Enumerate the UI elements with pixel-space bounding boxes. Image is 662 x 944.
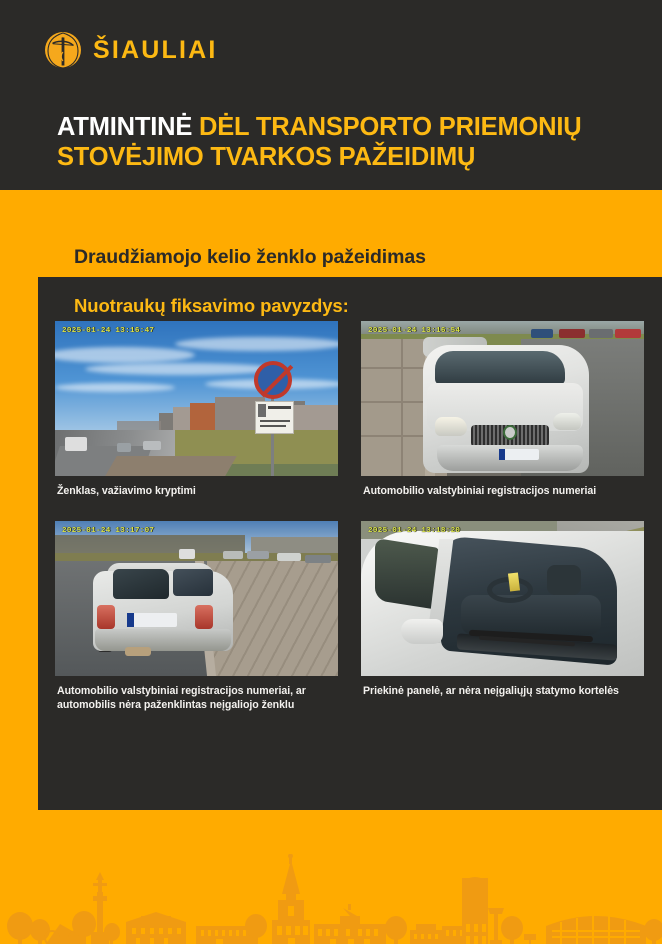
- side-window: [375, 538, 439, 610]
- photo-timestamp: 2025-01-24 13:17:07: [62, 526, 155, 535]
- photo-cell-4: [361, 521, 644, 713]
- background-vehicle: [589, 329, 613, 338]
- license-plate: [499, 449, 539, 460]
- brand-name: ŠIAULIAI: [93, 35, 218, 64]
- header-band: [0, 0, 662, 190]
- background-vehicle: [531, 329, 553, 338]
- rear-window: [113, 569, 169, 599]
- license-plate: [127, 613, 177, 627]
- photo-road-sign[interactable]: [55, 321, 338, 476]
- vehicle: [117, 443, 131, 452]
- photo-car-rear-plate[interactable]: [55, 521, 338, 676]
- photo-dashboard-check[interactable]: [361, 521, 644, 676]
- page-title: [57, 113, 642, 173]
- siauliai-logo-icon: [44, 30, 82, 70]
- photo-caption: Priekinė panelė, ar nėra neįgaliųjų statymo kortelės: [363, 684, 619, 697]
- seat: [547, 565, 581, 595]
- examples-card: [38, 277, 662, 810]
- cloud: [85, 363, 275, 375]
- parking-card: [508, 572, 520, 591]
- page-title-line2: STOVĖJIMO TVARKOS PAŽEIDIMŲ: [57, 142, 476, 171]
- vehicle: [65, 437, 87, 451]
- background-vehicle: [179, 549, 195, 559]
- section-heading: Draudžiamojo kelio ženklo pažeidimas: [74, 246, 426, 268]
- background-vehicle: [305, 555, 331, 563]
- photo-timestamp: 2025-01-24 13:16:54: [368, 327, 461, 335]
- examples-card-title: Nuotraukų fiksavimo pavyzdys:: [74, 295, 349, 316]
- car-badge-icon: [503, 425, 517, 440]
- photo-cell-1: [55, 321, 338, 499]
- side-window: [173, 569, 213, 596]
- brand-lockup: [44, 30, 218, 70]
- headlight-right: [553, 413, 581, 430]
- photo-cell-3: [55, 521, 338, 713]
- photo-caption: Automobilio valstybiniai registracijos numeriai: [363, 485, 597, 497]
- background-vehicle: [615, 329, 641, 338]
- background-vehicle: [559, 329, 585, 338]
- cloud: [55, 383, 175, 392]
- grid-row-gap: [55, 499, 645, 521]
- sidewalk: [105, 456, 237, 476]
- dashboard: [461, 595, 601, 635]
- photo-car-front-plate[interactable]: [361, 321, 644, 476]
- page-title-line1: DĖL TRANSPORTO PRIEMONIŲ: [192, 113, 582, 141]
- city-skyline-silhouette: [0, 854, 662, 944]
- taillight-left: [97, 605, 115, 629]
- headlight-left: [435, 417, 467, 436]
- photo-timestamp: 2025-01-24 13:16:47: [62, 327, 155, 335]
- photo-grid: [55, 321, 645, 713]
- photo-grid-row: [55, 521, 645, 713]
- photo-timestamp: 2025-01-24 13:18:20: [368, 526, 461, 535]
- background-vehicle: [277, 553, 301, 561]
- vehicle: [143, 441, 161, 450]
- rear-bumper: [95, 629, 231, 651]
- background-vehicle: [247, 551, 269, 559]
- windshield: [435, 351, 565, 385]
- taillight-right: [195, 605, 213, 629]
- cloud: [175, 337, 338, 351]
- side-mirror: [401, 619, 443, 644]
- no-parking-sign-icon: [254, 361, 292, 399]
- photo-grid-row: [55, 321, 645, 499]
- page-title-emphasis: ATMINTINĖ: [57, 113, 193, 141]
- sign-info-plate: [255, 401, 294, 434]
- photo-caption: Automobilio valstybiniai registracijos numeriai, ar automobilis nėra paženklintas neįgaliojo ženklu: [57, 684, 306, 711]
- tow-hitch: [125, 647, 151, 656]
- photo-cell-2: [361, 321, 644, 499]
- background-vehicle: [223, 551, 243, 559]
- photo-caption: Ženklas, važiavimo kryptimi: [57, 485, 196, 497]
